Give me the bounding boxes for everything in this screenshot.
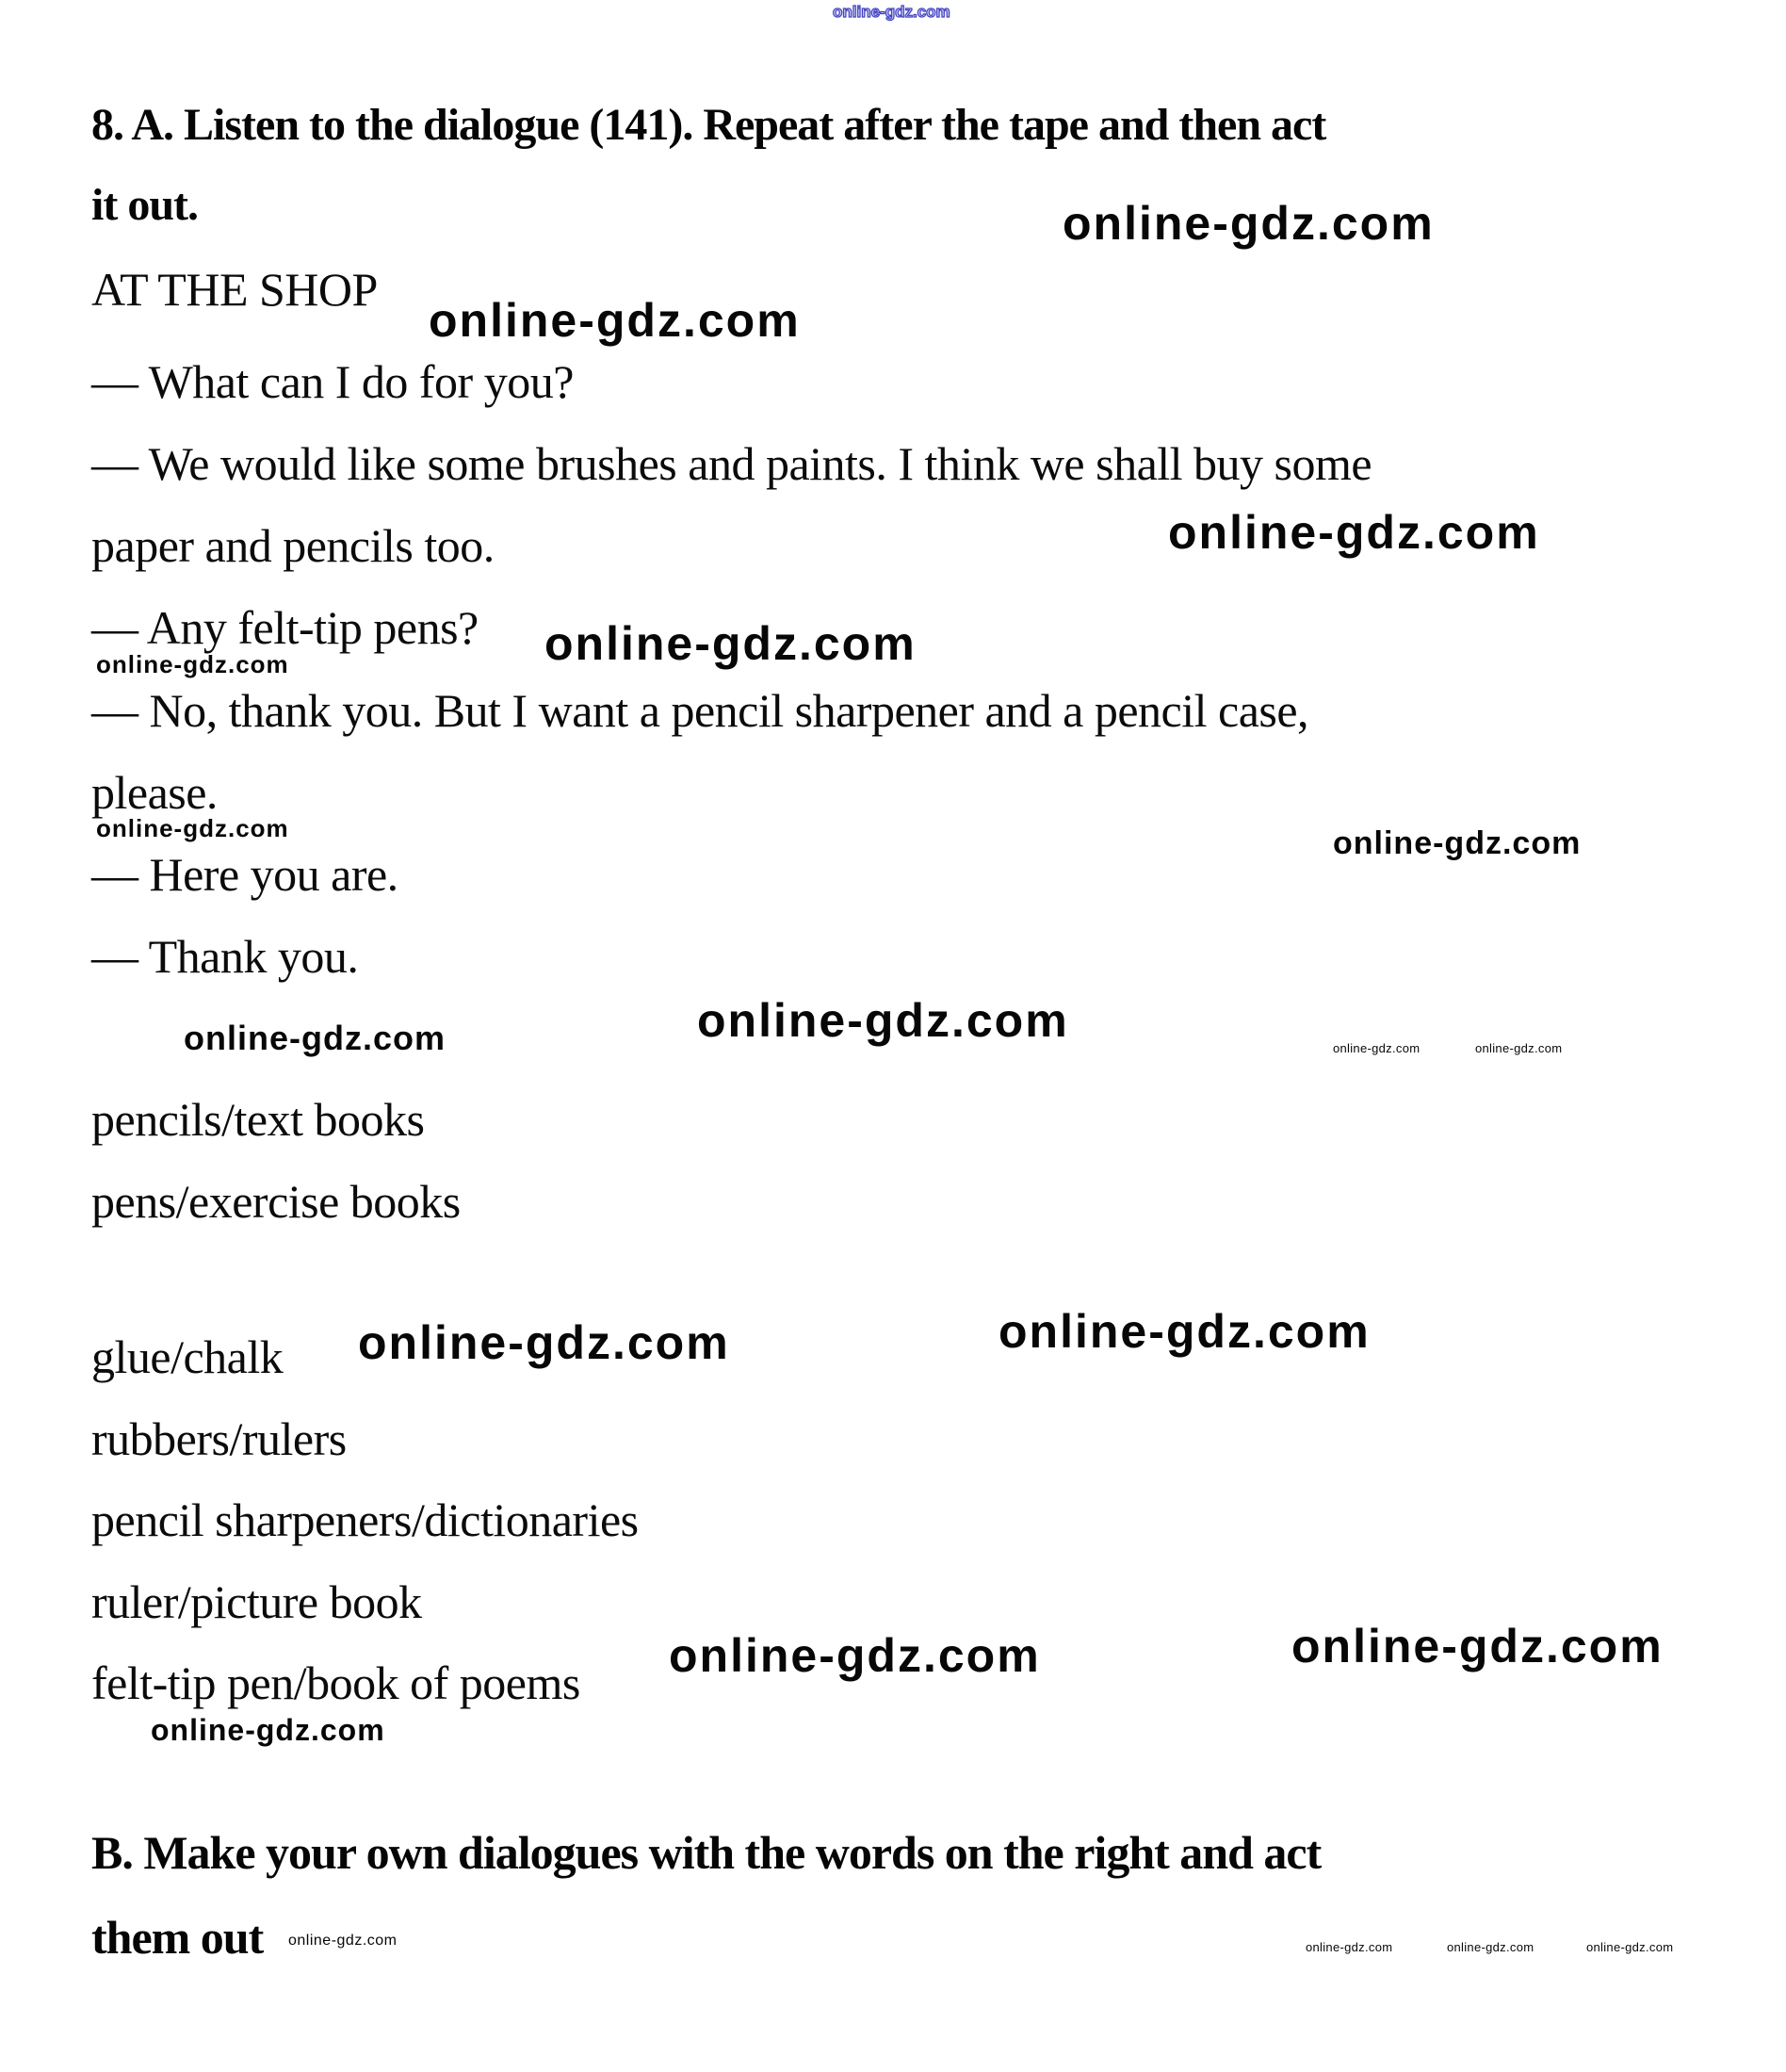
watermark-online-gdz: online-gdz.com xyxy=(1475,1041,1563,1055)
watermark-online-gdz: online-gdz.com xyxy=(1333,1041,1421,1055)
watermark-online-gdz: online-gdz.com xyxy=(429,294,801,347)
watermark-online-gdz: online-gdz.com xyxy=(96,814,289,842)
watermark-online-gdz: online-gdz.com xyxy=(1306,1940,1393,1954)
dialogue-line: — What can I do for you? xyxy=(91,355,574,408)
exercise-a-heading-line1: 8. A. Listen to the dialogue (141). Repeat after the tape and then act xyxy=(91,100,1326,150)
word-pair: rubbers/rulers xyxy=(91,1412,347,1465)
exercise-b-heading-line1: B. Make your own dialogues with the words on the right and act xyxy=(91,1826,1322,1879)
dialogue-line: paper and pencils too. xyxy=(91,519,495,572)
watermark-online-gdz: online-gdz.com xyxy=(151,1713,385,1747)
dialogue-line: — Thank you. xyxy=(91,930,359,983)
word-pair: felt-tip pen/book of poems xyxy=(91,1656,580,1709)
dialogue-line: please. xyxy=(91,766,218,819)
dialogue-line: — Here you are. xyxy=(91,848,398,901)
dialogue-line: — We would like some brushes and paints. I think we shall buy some xyxy=(91,437,1372,490)
watermark-online-gdz: online-gdz.com xyxy=(1586,1940,1674,1954)
word-pair: ruler/picture book xyxy=(91,1575,422,1628)
dialogue-scene-title: AT THE SHOP xyxy=(91,263,378,316)
word-pair: pens/exercise books xyxy=(91,1175,461,1228)
watermark-online-gdz: online-gdz.com xyxy=(1291,1620,1664,1672)
word-pair: glue/chalk xyxy=(91,1330,284,1383)
watermark-online-gdz: online-gdz.com xyxy=(1333,825,1582,861)
watermark-online-gdz: online-gdz.com xyxy=(1447,1940,1534,1954)
exercise-a-heading-line2: it out. xyxy=(91,180,198,230)
watermark-online-gdz: online-gdz.com xyxy=(288,1933,398,1949)
word-pair: pencil sharpeners/dictionaries xyxy=(91,1493,639,1546)
word-pair: pencils/text books xyxy=(91,1093,425,1146)
watermark-online-gdz: online-gdz.com xyxy=(358,1316,730,1369)
watermark-online-gdz: online-gdz.com xyxy=(669,1629,1041,1682)
dialogue-line: — No, thank you. But I want a pencil sharpener and a pencil case, xyxy=(91,684,1309,737)
watermark-online-gdz: online-gdz.com xyxy=(184,1019,446,1057)
watermark-online-gdz: online-gdz.com xyxy=(1063,197,1435,250)
watermark-online-gdz: online-gdz.com xyxy=(544,617,917,670)
watermark-online-gdz: online-gdz.com xyxy=(1168,506,1540,559)
watermark-online-gdz: online-gdz.com xyxy=(999,1305,1371,1358)
exercise-b-heading-line2: them out xyxy=(91,1911,264,1964)
watermark-online-gdz: online-gdz.com xyxy=(697,994,1069,1047)
dialogue-line: — Any felt-tip pens? xyxy=(91,601,479,654)
watermark-online-gdz: online-gdz.com xyxy=(96,650,289,678)
watermark-online-gdz: online-gdz.com xyxy=(833,3,950,21)
